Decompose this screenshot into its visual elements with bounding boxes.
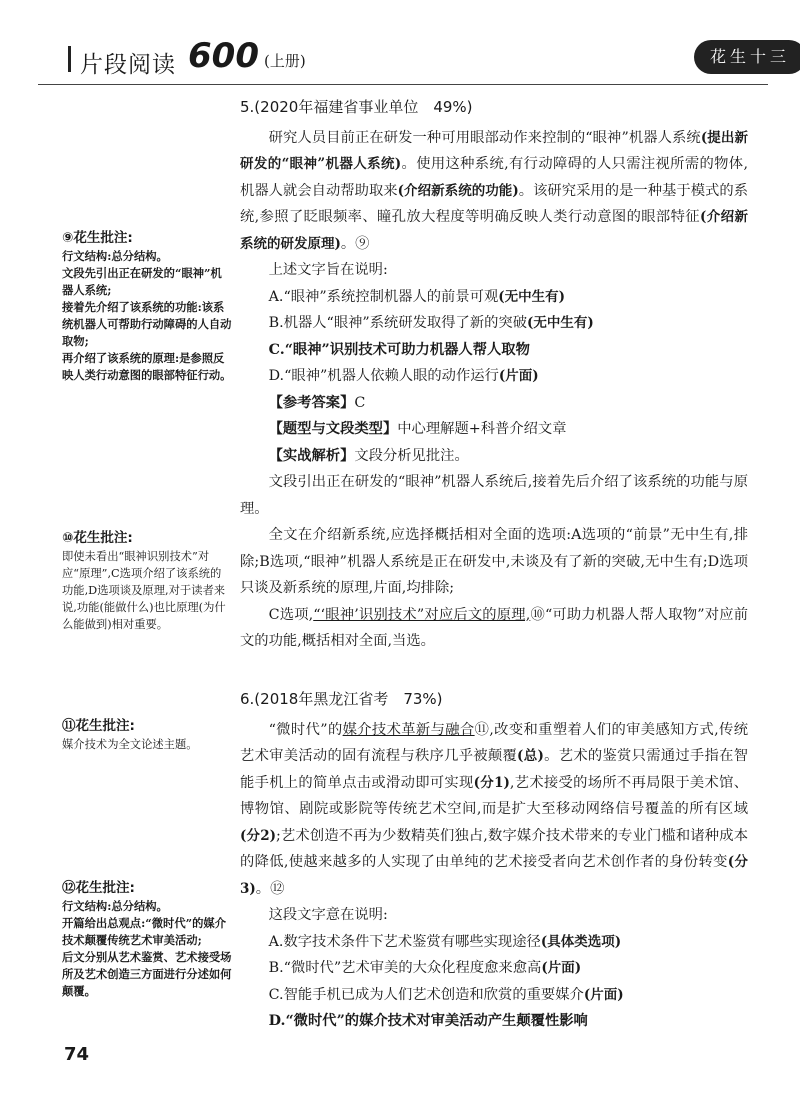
analysis-paragraph: 文段引出正在研发的“眼神”机器人系统后,接着先后介绍了该系统的功能与原理。	[240, 474, 748, 517]
question-title: 5.(2020年福建省事业单位 49%)	[240, 98, 473, 116]
volume-label: (上册)	[264, 52, 306, 70]
option-a: A.数字技术条件下艺术鉴赏有哪些实现途径(具体类选项)	[268, 933, 622, 950]
question-stem: 这段文字意在说明:	[268, 907, 388, 923]
side-note-body: 媒介技术为全文论述主题。	[62, 738, 198, 751]
side-note-line: 行文结构:总分结构。	[62, 899, 168, 913]
side-note-line: 开篇给出总观点:“微时代”的媒介技术颠覆传统艺术审美活动;	[62, 916, 227, 947]
side-note-line: 后文分别从艺术鉴赏、艺术接受场所及艺术创造三方面进行分述如何颠覆。	[62, 950, 232, 998]
side-note-body: 即使未看出“眼神识别技术”对应“原理”,C选项介绍了该系统的功能,D选项谈及原理,对于读者来说,功能(能做什么)也比原理(为什么能做到)相对重要。	[62, 550, 226, 631]
side-note-line: 文段先引出正在研发的“眼神”机器人系统;	[62, 266, 222, 297]
analysis-paragraph: 全文在介绍新系统,应选择概括相对全面的选项:A选项的“前景”无中生有,排除;B选项,“眼神”机器人系统是正在研发中,未谈及有了新的突破,无中生有;D选项只谈及新系统的原理,片面,均排除;	[240, 527, 748, 596]
side-note-heading: ⑫花生批注:	[62, 880, 135, 896]
question-stem: 上述文字旨在说明:	[268, 262, 388, 278]
header-rule	[38, 84, 768, 85]
side-note-heading: ⑪花生批注:	[62, 718, 135, 734]
analysis-line: 【实战解析】文段分析见批注。	[268, 447, 469, 464]
option-c: C.“眼神”识别技术可助力机器人帮人取物	[268, 341, 530, 358]
brand-badge: 花生十三	[694, 40, 800, 74]
option-b: B.机器人“眼神”系统研发取得了新的突破(无中生有)	[268, 315, 594, 331]
page-number: 74	[64, 1044, 90, 1065]
side-note-line: 接着先介绍了该系统的功能:该系统机器人可帮助行动障碍的人自动取物;	[62, 300, 232, 348]
header-bar	[68, 46, 71, 72]
side-note-heading: ⑩花生批注:	[62, 530, 133, 546]
analysis-paragraph: C选项,“‘眼神’识别技术”对应后文的原理,⑩“可助力机器人帮人取物”对应前文的功能,概括相对全面,当选。	[240, 606, 748, 649]
question-6	[240, 686, 748, 1035]
question-title: 6.(2018年黑龙江省考 73%)	[240, 690, 443, 708]
side-note-10	[62, 530, 232, 633]
page-header	[38, 36, 790, 78]
option-d: D.“眼神”机器人依赖人眼的动作运行(片面)	[268, 368, 539, 384]
option-b: B.“微时代”艺术审美的大众化程度愈来愈高(片面)	[268, 960, 582, 976]
book-title: 片段阅读	[80, 52, 176, 78]
side-note-12	[62, 880, 232, 1000]
passage: 研究人员目前正在研发一种可用眼部动作来控制的“眼神”机器人系统(提出新研发的“眼神”机器人系统)。使用这种系统,有行动障碍的人只需注视所需的物体,机器人就会自动帮助取来(介绍新系统的功能)。该研究采用的是一种基于模式的系统,参照了眨眼频率、瞳孔放大程度等明确反映人类行动意图的眼部特征(介绍新系统的研发原理)。⑨	[240, 129, 749, 252]
answer-line: 【参考答案】C	[268, 394, 366, 411]
option-d: D.“微时代”的媒介技术对审美活动产生颠覆性影响	[268, 1013, 588, 1029]
side-note-line: 行文结构:总分结构。	[62, 249, 168, 263]
book-number: 600	[188, 36, 259, 76]
passage: “微时代”的媒介技术革新与融合⑪,改变和重塑着人们的审美感知方式,传统艺术审美活动的固有流程与秩序几乎被颠覆(总)。艺术的鉴赏只需通过手指在智能手机上的简单点击或滑动即可实现(分1),艺术接受的场所不再局限于美术馆、博物馆、剧院或影院等传统艺术空间,而是扩大至移动网络信号覆盖的所有区域(分2);艺术创造不再为少数精英们独占,数字媒介技术带来的专业门槛和诸种成本的降低,使越来越多的人实现了由单纯的艺术接受者向艺术创作者的身份转变(分3)。⑫	[240, 721, 749, 897]
side-note-11	[62, 718, 232, 753]
side-note-line: 再介绍了该系统的原理:是参照反映人类行动意图的眼部特征行动。	[62, 351, 232, 382]
option-a: A.“眼神”系统控制机器人的前景可观(无中生有)	[268, 288, 566, 305]
side-note-9	[62, 230, 232, 384]
option-c: C.智能手机已成为人们艺术创造和欣赏的重要媒介(片面)	[268, 986, 624, 1003]
side-note-heading: ⑨花生批注:	[62, 230, 133, 246]
question-5	[240, 94, 748, 655]
type-line: 【题型与文段类型】中心理解题+科普介绍文章	[268, 421, 567, 437]
